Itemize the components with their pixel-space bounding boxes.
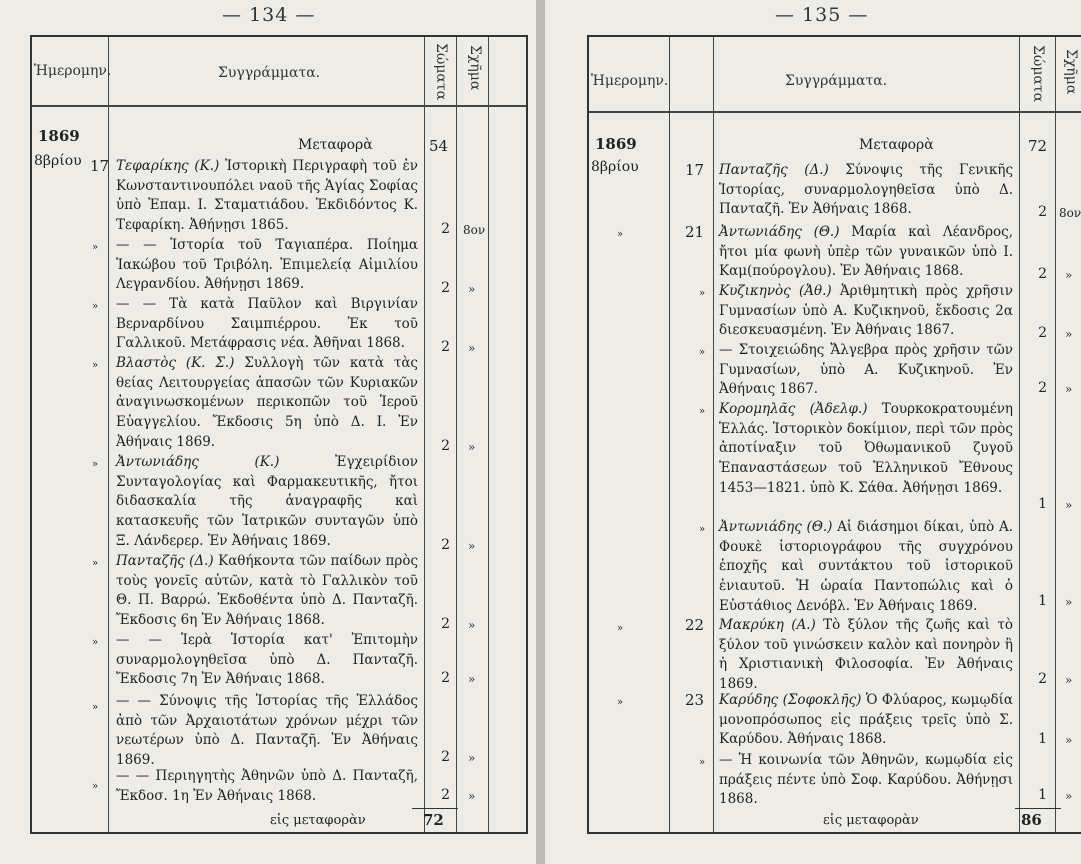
ditto-mark: »: [699, 347, 706, 358]
column-divider: [424, 37, 425, 832]
entry-format: »: [1065, 789, 1073, 803]
entry-text: — — Περιηγητὴς Ἀθηνῶν ὑπὸ Δ. Πανταζῆ, Ἔκδοσ. 1η Ἐν Ἀθήναις 1868.: [116, 768, 418, 804]
year: 1869: [595, 135, 637, 153]
entry-volumes: 2: [441, 616, 450, 632]
entry-text: Καθήκοντα τῶν παίδων πρὸς τοὺς γονεῖς αὐτῶν, κατὰ τὸ Γαλλικὸν τοῦ Θ. Π. Βαρρώ. Ἐκδοθέντα ὑπὸ Δ. Πανταζῆ. Ἔκδοσις 6η Ἐν Ἀθήναις 1868.: [116, 553, 419, 629]
entry-format: »: [468, 341, 476, 355]
entry-format: »: [468, 751, 476, 765]
ditto-mark: »: [92, 242, 99, 253]
page-number: — 134 —: [222, 4, 316, 26]
ditto-mark: »: [92, 301, 99, 312]
entry-text: Αἱ διάσημοι δίκαι, ὑπὸ Α. Φουκὲ ἱστοριογράφου τῆς συγχρόνου ἐποχῆς καὶ συντάκτου τοῦ ἱστορικοῦ ἐνιαυτοῦ. Ἡ ὡραία Παντοπώλις καὶ ὁ Εὐστάθιος Δενόβλ. Ἐν Ἀθήναις 1869.: [719, 519, 1013, 614]
entry-text: Σύνοψις τῆς Γενικῆς Ἱστορίας, συναρμολογηθεῖσα ὑπὸ Δ. Πανταζῆ. Ἐν Ἀθήναις 1868.: [719, 162, 1014, 218]
month: 8βρίου: [591, 159, 639, 175]
entry-format: »: [1065, 673, 1073, 687]
ditto-mark: »: [617, 697, 624, 708]
ditto-mark: »: [617, 623, 624, 634]
entry-text: Μαρία καὶ Λέανδρος, ἤτοι μία φωνὴ ὑπὲρ τῶν γυναικῶν ὑπὸ Ι. Καμ(πούρογλου). Ἐν Ἀθήναις 1868.: [719, 224, 1013, 280]
entry-text: Τὸ ξύλον τῆς ζωῆς καὶ τὸ ξύλον τοῦ γινώσκειν καλὸν καὶ πονηρὸν ἢ ἡ Χριστιανικὴ Φιλοσοφία. Ἐν Ἀθήναις 1869.: [719, 617, 1013, 693]
carried-forward-label: Μεταφορὰ: [859, 137, 934, 153]
entry-volumes: 2: [441, 749, 450, 765]
header-rule: [589, 111, 1081, 113]
entry-author: Κορομηλᾶς (Ἀδελφ.): [719, 401, 868, 417]
ledger-table: [587, 35, 1081, 834]
bibliography-entry: [719, 341, 1013, 400]
bibliography-entry: [719, 616, 1013, 695]
entry-author: Τεφαρίκης (Κ.): [116, 158, 220, 174]
ditto-mark: »: [699, 288, 706, 299]
entry-format: »: [1065, 733, 1073, 747]
entry-text: Ἱστορικὴ Περιγραφὴ τοῦ ἐν Κωνσταντινουπόλει ναοῦ τῆς Ἁγίας Σοφίας ὑπὸ Ἐπαμ. Ι. Σταματιάδου. Ἐκδιδόντος Κ. Τεφαρίκη. Ἀθήνῃσι 1865.: [116, 158, 418, 234]
format-column-header: Σχῆμα: [467, 45, 483, 91]
works-column-header: Συγγράμματα.: [785, 73, 888, 89]
entry-volumes: 2: [441, 670, 450, 686]
entry-volumes: 1: [1038, 496, 1047, 512]
ditto-mark: »: [617, 229, 624, 240]
bibliography-entry: [116, 767, 418, 806]
entry-text: Ὁ Φλύαρος, κωμῳδία μονοπρόσωπος εἰς πράξεις τρεῖς ὑπὸ Σ. Καρύδου. Ἀθήναις 1868.: [719, 692, 1013, 748]
column-divider: [1019, 37, 1020, 832]
bibliography-entry: [719, 691, 1013, 750]
entry-format: »: [468, 789, 476, 803]
month: 8βρίου: [34, 153, 82, 169]
total-rule: [1015, 808, 1061, 809]
ditto-mark: »: [92, 360, 99, 371]
bibliography-entry: [719, 282, 1013, 341]
works-column-header: Συγγράμματα.: [218, 65, 321, 81]
entry-text: — — Τὰ κατὰ Παῦλον καὶ Βιργινίαν Βερναρδίνου Σαιμπιέρρου. Ἐκ τοῦ Γαλλικοῦ. Μετάφρασις νέα. Ἀθῆναι 1868.: [116, 296, 418, 352]
entry-author: Πανταζῆς (Δ.): [116, 553, 214, 569]
entry-author: Βλαστὸς (Κ. Σ.): [116, 355, 235, 371]
bibliography-entry: [719, 161, 1013, 220]
book-gutter: [536, 0, 545, 864]
entry-author: Μακρύκη (Α.): [719, 617, 816, 633]
entry-author: Ἀντωνιάδης (Θ.): [719, 224, 840, 240]
column-divider: [713, 37, 714, 832]
right-page: [545, 0, 1081, 864]
entry-day: 22: [685, 616, 705, 634]
entry-text: — — Ἱερὰ Ἱστορία κατ' Ἐπιτομὴν συναρμολογηθεῖσα ὑπὸ Δ. Πανταζῆ. Ἔκδοσις 7η Ἐν Ἀθήναις 1868.: [116, 632, 418, 688]
ledger-table: [30, 35, 528, 834]
bibliography-entry: [116, 157, 418, 236]
entry-format: 8ον: [463, 223, 486, 237]
ditto-mark: »: [92, 781, 99, 792]
entry-author: Καρύδης (Σοφοκλῆς): [719, 692, 862, 708]
carried-forward-label: Μεταφορὰ: [298, 137, 373, 153]
entry-format: »: [1065, 595, 1073, 609]
bibliography-entry: [116, 354, 418, 453]
carry-forward-footer: εἰς μεταφορὰν: [823, 813, 919, 828]
bibliography-entry: [116, 236, 418, 295]
entry-format: 8ον: [1059, 206, 1081, 220]
bibliography-entry: [719, 400, 1013, 499]
entry-volumes: 2: [441, 787, 450, 803]
entry-format: »: [468, 672, 476, 686]
carry-total: 86: [1021, 811, 1042, 829]
entry-volumes: 1: [1038, 731, 1047, 747]
total-rule: [412, 808, 458, 809]
entry-volumes: 2: [1038, 380, 1047, 396]
bibliography-entry: [116, 631, 418, 690]
bibliography-entry: [116, 552, 418, 631]
entry-format: »: [468, 440, 476, 454]
date-column-header: Ἡμερομην.: [591, 73, 669, 89]
bibliography-entry: [719, 518, 1013, 617]
ditto-mark: »: [699, 406, 706, 417]
bibliography-entry: [719, 223, 1013, 282]
entry-text: Τουρκοκρατουμένη Ἑλλάς. Ἱστορικὸν δοκίμιον, περὶ τῶν πρὸς ἀποτίναξιν τοῦ Ὀθωμανικοῦ ζυγοῦ Ἐπαναστάσεων τοῦ Ἑλληνικοῦ Ἔθνους 1453—1821. ὑπὸ Κ. Σάθα. Ἀθήνῃσι 1869.: [719, 401, 1013, 496]
carried-forward-value: 54: [429, 137, 449, 155]
date-column-header: Ἡμερομην.: [34, 63, 112, 79]
entry-volumes: 2: [1038, 325, 1047, 341]
bibliography-entry: [116, 295, 418, 354]
column-divider: [488, 37, 489, 832]
ditto-mark: »: [92, 637, 99, 648]
entry-volumes: 1: [1038, 593, 1047, 609]
left-page: [0, 0, 536, 864]
volumes-column-header: Σώματα: [433, 43, 449, 101]
entry-volumes: 2: [441, 221, 450, 237]
ditto-mark: »: [92, 459, 99, 470]
year: 1869: [38, 127, 80, 145]
bibliography-entry: [719, 751, 1013, 810]
ditto-mark: »: [699, 524, 706, 535]
entry-volumes: 2: [1038, 204, 1047, 220]
entry-day: 17: [685, 161, 705, 179]
volumes-column-header: Σώματα: [1030, 45, 1046, 103]
carry-forward-footer: εἰς μεταφορὰν: [270, 813, 366, 828]
entry-format: »: [1065, 498, 1073, 512]
entry-text: — Στοιχειώδης Ἄλγεβρα πρὸς χρῆσιν τῶν Γυμνασίων, ὑπὸ Α. Κυζικηνοῦ. Ἐν Ἀθήναις 1867.: [719, 342, 1013, 398]
entry-day: 23: [685, 691, 705, 709]
column-divider: [1055, 37, 1056, 832]
entry-author: Πανταζῆς (Δ.): [719, 162, 829, 178]
entry-volumes: 2: [441, 537, 450, 553]
carried-forward-value: 72: [1028, 137, 1048, 155]
entry-format: »: [1065, 382, 1073, 396]
entry-text: Ἀριθμητικὴ πρὸς χρῆσιν Γυμνασίων ὑπὸ Α. Κυζικηνοῦ, ἔκδοσις 2α διεσκευασμένη. Ἐν Ἀθήναις 1867.: [719, 283, 1013, 339]
column-divider: [456, 37, 457, 832]
entry-format: »: [1065, 268, 1073, 282]
header-rule: [32, 105, 526, 107]
entry-author: Ἀντωνιάδης (Κ.): [116, 454, 280, 470]
entry-text: — — Σύνοψις τῆς Ἱστορίας τῆς Ἑλλάδος ἀπὸ τῶν Ἀρχαιοτάτων χρόνων μέχρι τῶν νεωτέρων ὑπὸ Δ. Πανταζῆ. Ἐν Ἀθήναις 1869.: [116, 693, 418, 769]
column-divider: [669, 37, 670, 832]
page-number: — 135 —: [775, 4, 869, 26]
entry-format: »: [468, 618, 476, 632]
format-column-header: Σχῆμα: [1063, 49, 1079, 95]
entry-day: 17: [90, 157, 110, 175]
entry-author: Κυζικηνὸς (Ἀθ.): [719, 283, 832, 299]
entry-format: »: [468, 539, 476, 553]
entry-format: »: [468, 282, 476, 296]
ditto-mark: »: [92, 702, 99, 713]
entry-volumes: 2: [441, 438, 450, 454]
entry-format: »: [1065, 327, 1073, 341]
bibliography-entry: [116, 692, 418, 771]
bibliography-entry: [116, 453, 418, 552]
entry-text: Συλλογὴ τῶν κατὰ τὰς θείας Λειτουργείας ἁπασῶν τῶν Κυριακῶν ἀναγινωσκομένων περικοπῶν τοῦ Ἱεροῦ Εὐαγγελίου. Ἔκδοσις 5η ὑπὸ Δ. Ι. Ἐν Ἀθήναις 1869.: [116, 355, 418, 450]
entry-volumes: 2: [1038, 266, 1047, 282]
entry-text: — Ἡ κοινωνία τῶν Ἀθηνῶν, κωμῳδία εἰς πράξεις πέντε ὑπὸ Σοφ. Καρύδου. Ἀθήνῃσι 1868.: [719, 752, 1013, 808]
entry-author: Ἀντωνιάδης (Θ.): [719, 519, 833, 535]
entry-volumes: 2: [441, 280, 450, 296]
entry-text: Ἐγχειρίδιον Συνταγολογίας καὶ Φαρμακευτικῆς, ἤτοι διδασκαλία τῆς ἀναγραφῆς καὶ κατασκευῆς τῶν Ἰατρικῶν συνταγῶν ὑπὸ Ξ. Λάνδερερ. Ἐν Ἀθήναις 1869.: [116, 454, 419, 549]
entry-day: 21: [685, 223, 705, 241]
entry-volumes: 1: [1038, 787, 1047, 803]
ditto-mark: »: [699, 757, 706, 768]
entry-text: — — Ἱστορία τοῦ Ταγιαπέρα. Ποίημα Ἰακώβου τοῦ Τριβόλη. Ἐπιμελείᾳ Αἰμιλίου Λεγρανδίου. Ἀθήνῃσι 1869.: [116, 237, 418, 293]
carry-total: 72: [423, 811, 444, 829]
ditto-mark: »: [92, 558, 99, 569]
entry-volumes: 2: [1038, 671, 1047, 687]
entry-volumes: 2: [441, 339, 450, 355]
